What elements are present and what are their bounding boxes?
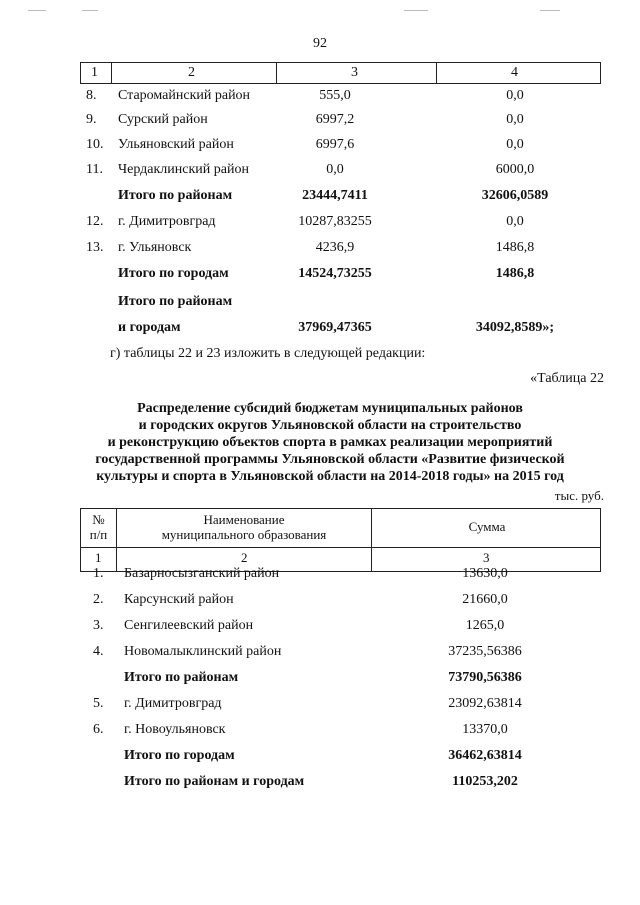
row-number: 5. (93, 696, 104, 711)
prev-table-row (0, 112, 640, 134)
row-number: 9. (86, 112, 97, 127)
title-line: Распределение субсидий бюджетам муниципальных районов (137, 401, 523, 416)
row-name: Итого по районам (124, 670, 239, 685)
prev-table-row (0, 240, 640, 262)
scan-artifact (82, 10, 98, 11)
table-22-row (0, 696, 640, 718)
prev-table-row (0, 162, 640, 184)
row-name: Новомалыклинский район (124, 644, 282, 659)
table-22-header (80, 508, 601, 572)
table-22-row (0, 592, 640, 614)
row-name: г. Новоульяновск (124, 722, 226, 737)
row-number: 8. (86, 88, 97, 103)
prev-table-row (0, 214, 640, 236)
prev-total-v4: 34092,8589»; (475, 320, 555, 335)
row-number: 11. (86, 162, 103, 177)
row-name: Итого по городам (118, 266, 229, 281)
title-line: и реконструкцию объектов спорта в рамках реализации мероприятий (107, 435, 553, 450)
row-name: г. Димитровград (118, 214, 216, 229)
row-name: Сурский район (118, 112, 208, 127)
table-22-row (0, 618, 640, 640)
row-value-col4: 0,0 (506, 214, 524, 229)
row-sum: 37235,56386 (448, 644, 522, 659)
prev-table-row (0, 88, 640, 110)
prev-total-v3: 37969,47365 (298, 320, 372, 335)
row-value-col4: 0,0 (506, 137, 524, 152)
row-value-col3: 14524,73255 (298, 266, 372, 281)
row-sum: 36462,63814 (448, 748, 522, 763)
row-value-col4: 6000,0 (495, 162, 535, 177)
header-col-num: № п/п (89, 512, 108, 542)
row-value-col4: 32606,0589 (481, 188, 549, 203)
row-sum: 110253,202 (452, 774, 518, 789)
row-number: 12. (86, 214, 104, 229)
table-22-title (70, 400, 590, 485)
row-sum: 23092,63814 (448, 696, 522, 711)
row-name: Итого по районам и городам (124, 774, 305, 789)
row-sum: 13370,0 (462, 722, 508, 737)
row-value-col3: 23444,7411 (302, 188, 368, 203)
row-value-col4: 1486,8 (495, 266, 535, 281)
header-colnum-3: 3 (483, 550, 490, 565)
row-name: Чердаклинский район (118, 162, 249, 177)
row-name: Базарносызганский район (124, 566, 280, 581)
prev-header-col-4: 4 (511, 65, 518, 80)
row-number: 6. (93, 722, 104, 737)
prev-header-col-1: 1 (91, 65, 98, 80)
table-22-label: «Таблица 22 (530, 371, 604, 386)
prev-table-row (0, 266, 640, 288)
row-value-col3: 4236,9 (315, 240, 355, 255)
units-label: тыс. руб. (554, 488, 604, 503)
title-line: и городских округов Ульяновской области на строительство (138, 418, 522, 433)
row-number: 1. (93, 566, 104, 581)
row-name: Ульяновский район (118, 137, 234, 152)
row-sum: 1265,0 (465, 618, 505, 633)
row-value-col4: 0,0 (506, 112, 524, 127)
prev-table-header (80, 62, 601, 84)
row-number: 3. (93, 618, 104, 633)
row-number: 13. (86, 240, 104, 255)
row-sum: 13630,0 (462, 566, 508, 581)
table-22-row (0, 748, 640, 770)
row-value-col3: 555,0 (319, 88, 351, 103)
table-22-row (0, 670, 640, 692)
scan-artifact (404, 10, 428, 11)
prev-total-label-line1: Итого по районам (118, 294, 233, 309)
row-value-col3: 10287,83255 (298, 214, 372, 229)
page-number: 92 (313, 36, 327, 51)
row-value-col3: 6997,6 (315, 137, 355, 152)
row-name: Итого по городам (124, 748, 235, 763)
header-col-name: Наименование муниципального образования (161, 512, 327, 542)
amendment-note: г) таблицы 22 и 23 изложить в следующей редакции: (110, 346, 426, 361)
row-name: Сенгилеевский район (124, 618, 254, 633)
scan-artifact (540, 10, 560, 11)
table-22-row (0, 644, 640, 666)
row-name: Старомайнский район (118, 88, 251, 103)
header-colnum-1: 1 (95, 550, 102, 565)
prev-table-row (0, 137, 640, 159)
row-value-col3: 6997,2 (315, 112, 355, 127)
title-line: государственной программы Ульяновской области «Развитие физической (95, 452, 565, 467)
row-name: г. Димитровград (124, 696, 222, 711)
title-line: культуры и спорта в Ульяновской области на 2014-2018 годы» на 2015 год (96, 469, 564, 484)
table-22-row (0, 566, 640, 588)
prev-table-row (0, 188, 640, 210)
row-name: Карсунский район (124, 592, 234, 607)
row-sum: 21660,0 (462, 592, 508, 607)
row-number: 2. (93, 592, 104, 607)
prev-total-label-line1-row (0, 294, 640, 316)
prev-total-label-line2: и городам (118, 320, 181, 335)
prev-header-col-3: 3 (351, 65, 358, 80)
row-value-col4: 1486,8 (495, 240, 535, 255)
row-value-col4: 0,0 (506, 88, 524, 103)
row-sum: 73790,56386 (448, 670, 522, 685)
table-22-row (0, 722, 640, 744)
row-name: Итого по районам (118, 188, 233, 203)
row-name: г. Ульяновск (118, 240, 192, 255)
scan-artifact (28, 10, 46, 11)
table-22-row (0, 774, 640, 796)
row-value-col3: 0,0 (326, 162, 344, 177)
header-colnum-2: 2 (241, 550, 248, 565)
prev-header-col-2: 2 (188, 65, 195, 80)
prev-grand-total-row (0, 320, 640, 342)
row-number: 4. (93, 644, 104, 659)
row-number: 10. (86, 137, 104, 152)
header-col-sum: Сумма (468, 519, 506, 534)
